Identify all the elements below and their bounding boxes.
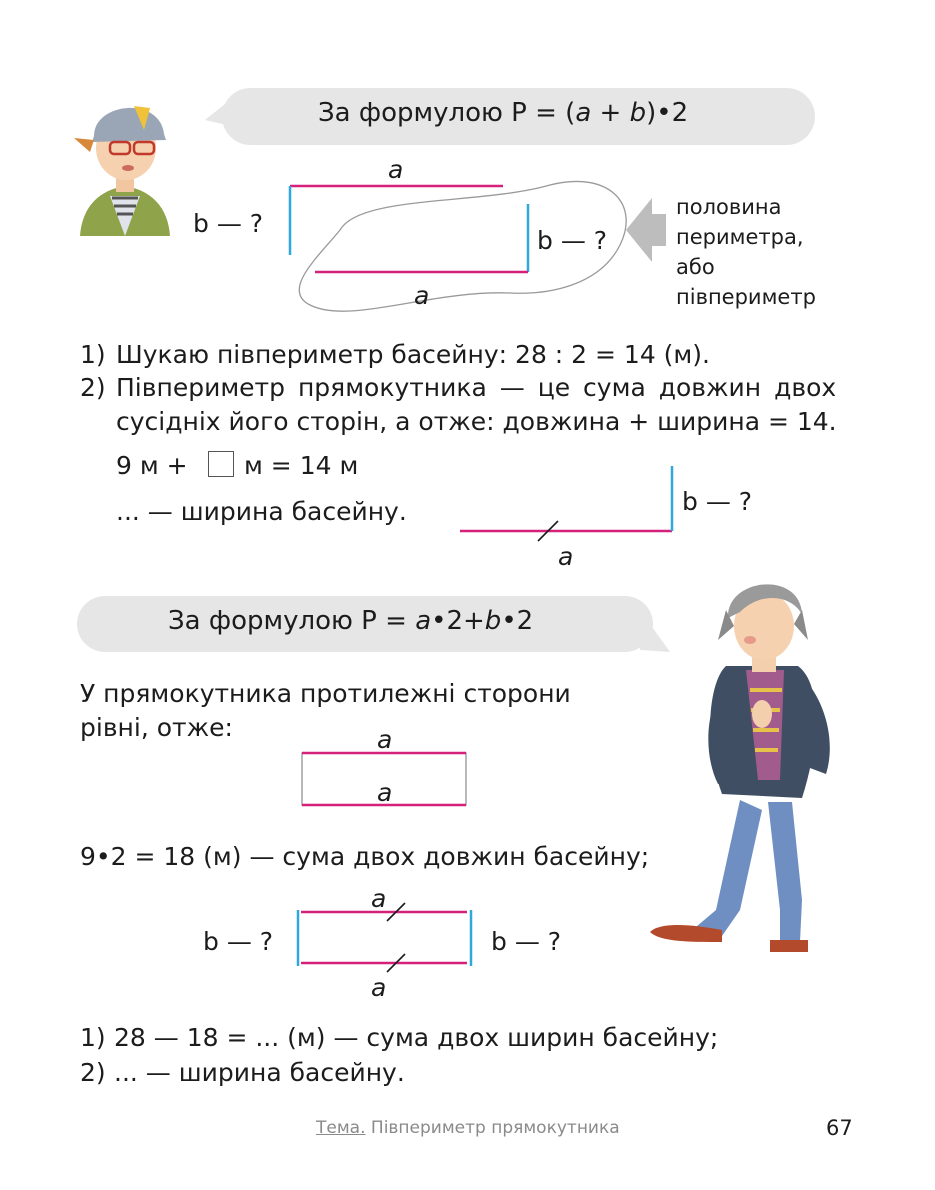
- formula-1-text: За формулою P = (a + b)•2: [318, 98, 689, 128]
- step1-2-number: 2): [80, 373, 106, 402]
- step2-1-text: 28 — 18 = ... (м) — сума двох ширин басейну;: [114, 1023, 719, 1052]
- step1-1-text: Шукаю півпериметр басейну: 28 : 2 = 14 (м).: [116, 340, 710, 369]
- step2-1-number: 1): [80, 1023, 106, 1052]
- page-number: 67: [826, 1116, 853, 1140]
- step1-2-text-continued: сусідніх його сторін, а отже: довжина + ширина = 14.: [116, 407, 837, 436]
- footer-topic-name: Півпериметр прямокутника: [370, 1118, 620, 1138]
- boy-with-cap-illustration: [70, 86, 180, 236]
- footer-topic: [316, 1118, 620, 1138]
- diagram4-label-b-right: b — ?: [491, 927, 562, 956]
- step1-1-number: 1): [80, 340, 106, 369]
- equation-right: м = 14 м: [244, 451, 359, 480]
- step1-2-text: Півпериметр прямокутника — це сума довжин двох: [116, 373, 837, 402]
- diagram3-label-a-bottom: a: [377, 778, 393, 807]
- diagram3-label-a-top: a: [377, 725, 393, 754]
- half-perimeter-hint: половина периметра, або півпериметр: [676, 195, 816, 309]
- arrow-left-icon: [626, 196, 666, 264]
- diagram1-label-a-bottom: a: [414, 281, 430, 310]
- diagram4-label-a-bottom: a: [371, 973, 387, 1002]
- diagram1-label-b-right: b — ?: [537, 226, 608, 255]
- answer-box[interactable]: [208, 451, 234, 477]
- diagram2-label-b: b — ?: [682, 487, 753, 516]
- footer-topic-label: Тема.: [316, 1118, 366, 1138]
- diagram4-label-b-left: b — ?: [203, 927, 274, 956]
- step2-2-number: 2): [80, 1058, 106, 1087]
- boy-standing-illustration: [630, 570, 880, 960]
- opposite-sides-line-1: У прямокутника протилежні сторони: [80, 679, 571, 708]
- width-line-1: ... — ширина басейну.: [116, 497, 407, 526]
- diagram1-label-a-top: a: [388, 155, 404, 184]
- step2-2-text: ... — ширина басейну.: [114, 1058, 405, 1087]
- diagram4-label-a-top: a: [371, 884, 387, 913]
- diagram1-label-b-left: b — ?: [193, 209, 264, 238]
- formula-2-text: За формулою P = a•2+b•2: [168, 606, 534, 636]
- diagram2-label-a: a: [558, 542, 574, 571]
- equation-left: 9 м +: [116, 451, 188, 480]
- diagram-length-width: [458, 464, 678, 544]
- opposite-sides-line-2: рівні, отже:: [80, 713, 233, 742]
- sum-of-lengths: 9•2 = 18 (м) — сума двох довжин басейну;: [80, 842, 650, 871]
